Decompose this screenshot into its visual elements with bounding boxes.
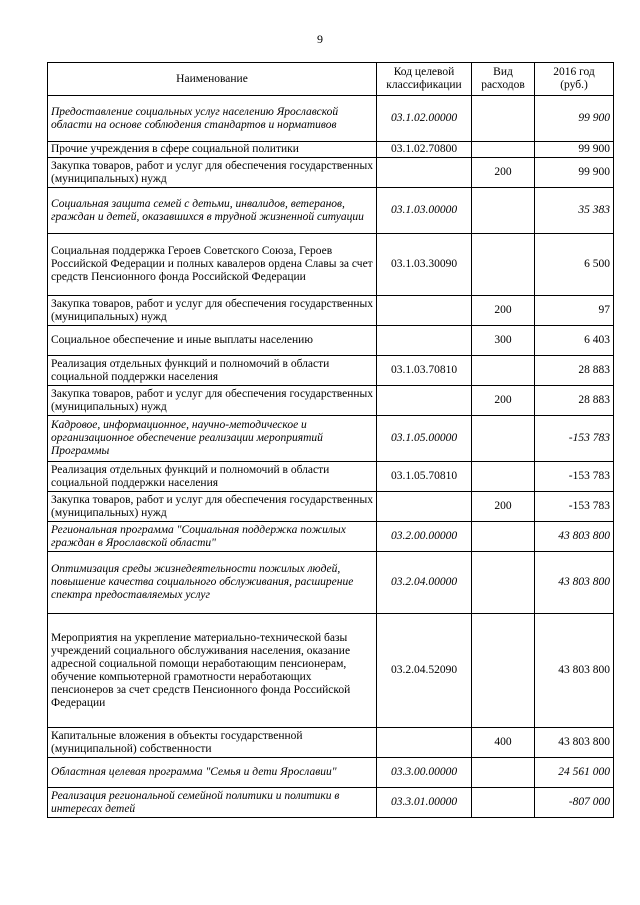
cell-name: Капитальные вложения в объекты государственной (муниципальной) собственности (48, 728, 377, 758)
cell-type (472, 234, 535, 296)
table-row (48, 614, 614, 728)
cell-amount: 28 883 (535, 356, 614, 386)
cell-code: 03.2.04.00000 (377, 552, 472, 614)
cell-amount: -153 783 (535, 492, 614, 522)
table-row (48, 462, 614, 492)
cell-amount: 24 561 000 (535, 758, 614, 788)
cell-amount: 99 900 (535, 96, 614, 142)
cell-amount: -153 783 (535, 462, 614, 492)
cell-type (472, 758, 535, 788)
table-row (48, 552, 614, 614)
cell-name: Социальное обеспечение и иные выплаты населению (48, 326, 377, 356)
cell-name: Мероприятия на укрепление материально-технической базы учреждений социального обслуживания населения, оказание адресной социальной помощи неработающим пенсионерам, обучение компьютерной грамотности неработающих пенсионеров за счет средств Пенсионного фонда Российской Федерации (48, 614, 377, 728)
header-type: Вид расходов (472, 63, 535, 96)
cell-amount: 28 883 (535, 386, 614, 416)
cell-code: 03.1.02.00000 (377, 96, 472, 142)
cell-name: Предоставление социальных услуг населению Ярославской области на основе соблюдения стандартов и нормативов (48, 96, 377, 142)
table-row (48, 492, 614, 522)
header-amount: 2016 год (руб.) (535, 63, 614, 96)
cell-type: 200 (472, 296, 535, 326)
cell-type (472, 356, 535, 386)
table-row (48, 326, 614, 356)
cell-name: Закупка товаров, работ и услуг для обеспечения государственных (муниципальных) нужд (48, 296, 377, 326)
cell-amount: 99 900 (535, 142, 614, 158)
table-row (48, 386, 614, 416)
cell-type: 200 (472, 158, 535, 188)
table-row (48, 522, 614, 552)
table-row (48, 96, 614, 142)
table-row (48, 728, 614, 758)
cell-code: 03.1.02.70800 (377, 142, 472, 158)
cell-name: Реализация отдельных функций и полномочий в области социальной поддержки населения (48, 356, 377, 386)
cell-type: 300 (472, 326, 535, 356)
table-row (48, 158, 614, 188)
cell-name: Закупка товаров, работ и услуг для обеспечения государственных (муниципальных) нужд (48, 386, 377, 416)
cell-code (377, 158, 472, 188)
header-row (48, 63, 614, 96)
cell-type: 200 (472, 492, 535, 522)
table-row (48, 416, 614, 462)
cell-amount: 97 (535, 296, 614, 326)
cell-type (472, 188, 535, 234)
cell-type (472, 614, 535, 728)
table-row (48, 758, 614, 788)
cell-code: 03.1.03.30090 (377, 234, 472, 296)
cell-code: 03.3.01.00000 (377, 788, 472, 818)
cell-name: Закупка товаров, работ и услуг для обеспечения государственных (муниципальных) нужд (48, 158, 377, 188)
cell-name: Реализация отдельных функций и полномочий в области социальной поддержки населения (48, 462, 377, 492)
cell-code: 03.2.04.52090 (377, 614, 472, 728)
cell-code: 03.1.05.70810 (377, 462, 472, 492)
cell-name: Социальная поддержка Героев Советского Союза, Героев Российской Федерации и полных кавалеров ордена Славы за счет средств Пенсионного фонда Российской Федерации (48, 234, 377, 296)
cell-code: 03.1.03.00000 (377, 188, 472, 234)
table-row (48, 234, 614, 296)
cell-name: Социальная защита семей с детьми, инвалидов, ветеранов, граждан и детей, оказавшихся в трудной жизненной ситуации (48, 188, 377, 234)
cell-code: 03.2.00.00000 (377, 522, 472, 552)
cell-type (472, 522, 535, 552)
table-row (48, 356, 614, 386)
table-row (48, 188, 614, 234)
cell-amount: 6 403 (535, 326, 614, 356)
cell-name: Областная целевая программа "Семья и дети Ярославии" (48, 758, 377, 788)
cell-code: 03.3.00.00000 (377, 758, 472, 788)
cell-name: Кадровое, информационное, научно-методическое и организационное обеспечение реализации мероприятий Программы (48, 416, 377, 462)
cell-type (472, 96, 535, 142)
table-row (48, 296, 614, 326)
cell-amount: 6 500 (535, 234, 614, 296)
cell-name: Закупка товаров, работ и услуг для обеспечения государственных (муниципальных) нужд (48, 492, 377, 522)
cell-type (472, 462, 535, 492)
cell-code (377, 296, 472, 326)
cell-name: Оптимизация среды жизнедеятельности пожилых людей, повышение качества социального обслуживания, расширение спектра предоставляемых услуг (48, 552, 377, 614)
cell-name: Прочие учреждения в сфере социальной политики (48, 142, 377, 158)
cell-name: Региональная программа "Социальная поддержка пожилых граждан в Ярославской области" (48, 522, 377, 552)
cell-type: 200 (472, 386, 535, 416)
cell-type (472, 416, 535, 462)
cell-code (377, 386, 472, 416)
page-number: 9 (317, 32, 323, 46)
budget-table (47, 62, 614, 818)
cell-name: Реализация региональной семейной политики и политики в интересах детей (48, 788, 377, 818)
cell-code: 03.1.05.00000 (377, 416, 472, 462)
cell-amount: -807 000 (535, 788, 614, 818)
cell-type: 400 (472, 728, 535, 758)
cell-amount: -153 783 (535, 416, 614, 462)
cell-code (377, 326, 472, 356)
header-code: Код целевой классификации (377, 63, 472, 96)
cell-amount: 43 803 800 (535, 522, 614, 552)
cell-amount: 43 803 800 (535, 728, 614, 758)
cell-type (472, 788, 535, 818)
cell-type (472, 552, 535, 614)
table-row (48, 788, 614, 818)
cell-amount: 43 803 800 (535, 552, 614, 614)
header-name: Наименование (48, 63, 377, 96)
cell-code: 03.1.03.70810 (377, 356, 472, 386)
table-body (48, 96, 614, 818)
cell-type (472, 142, 535, 158)
cell-code (377, 728, 472, 758)
cell-amount: 99 900 (535, 158, 614, 188)
cell-code (377, 492, 472, 522)
cell-amount: 35 383 (535, 188, 614, 234)
cell-amount: 43 803 800 (535, 614, 614, 728)
table-row (48, 142, 614, 158)
